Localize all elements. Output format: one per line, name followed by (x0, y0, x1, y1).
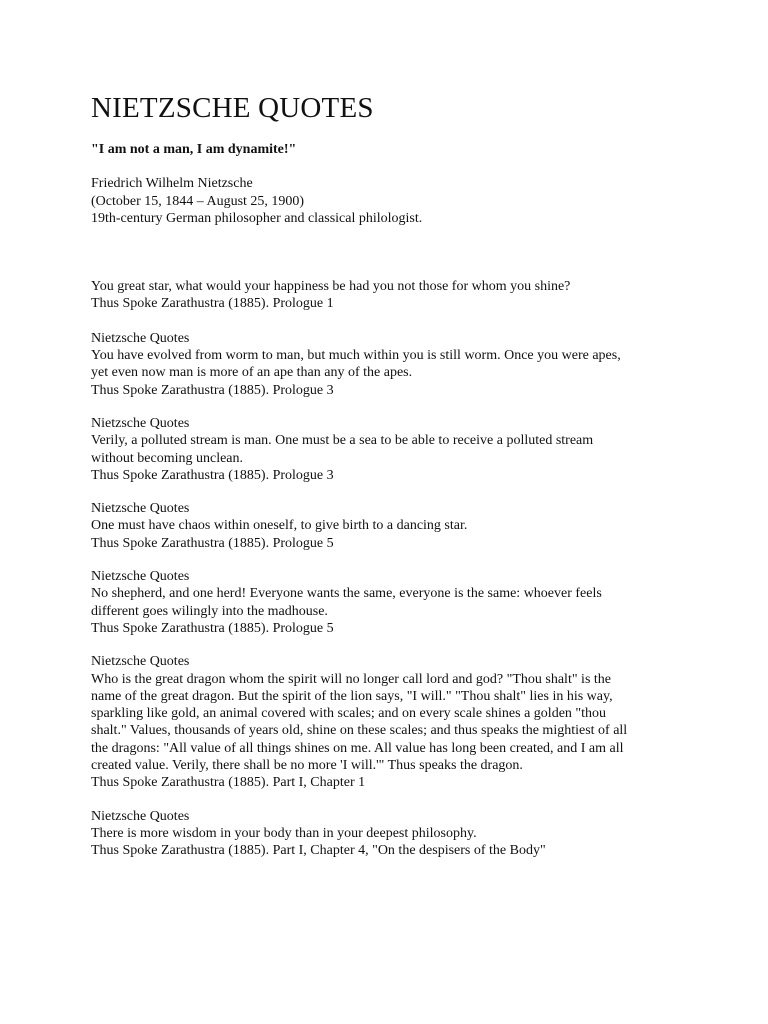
quote-header: Nietzsche Quotes (91, 501, 190, 517)
quote-text-line: You have evolved from worm to man, but much within you is still worm. Once you were apes, (91, 348, 621, 364)
quote-text-line: created value. Verily, there shall be no more 'I will.'" Thus speaks the dragon. (91, 758, 523, 774)
quote-text-line: Verily, a polluted stream is man. One must be a sea to be able to receive a polluted stream (91, 433, 594, 449)
quote-text-line: One must have chaos within oneself, to give birth to a dancing star. (91, 518, 468, 534)
quote-header: Nietzsche Quotes (91, 330, 190, 346)
quote-block (91, 568, 691, 637)
quote-header: Nietzsche Quotes (91, 415, 190, 431)
quote-text-line: yet even now man is more of an ape than any of the apes. (91, 365, 413, 381)
quote-text-line: without becoming unclean. (91, 450, 244, 466)
quote-text-line: There is more wisdom in your body than in your deepest philosophy. (91, 825, 477, 841)
quote-block (91, 278, 691, 313)
quote-text-line: Who is the great dragon whom the spirit will no longer call lord and god? "Thou shalt" is the (91, 671, 611, 687)
document-title: NIETZSCHE QUOTES (91, 92, 374, 124)
quote-header: Nietzsche Quotes (91, 808, 190, 824)
author-info (91, 175, 691, 227)
document-page (91, 91, 691, 876)
quote-source: Thus Spoke Zarathustra (1885). Prologue 3 (91, 467, 334, 483)
quote-header: Nietzsche Quotes (91, 654, 190, 670)
quote-text-line: You great star, what would your happiness be had you not those for whom you shine? (91, 279, 571, 295)
quote-source: Thus Spoke Zarathustra (1885). Part I, Chapter 1 (91, 775, 366, 791)
quote-text-line: name of the great dragon. But the spirit of the lion says, "I will." "Thou shalt" lies in his way, (91, 688, 613, 704)
quote-source: Thus Spoke Zarathustra (1885). Prologue 3 (91, 382, 334, 398)
quote-source: Thus Spoke Zarathustra (1885). Prologue 5 (91, 620, 334, 636)
quote-source: Thus Spoke Zarathustra (1885). Prologue 5 (91, 535, 334, 551)
quote-text-line: the dragons: "All value of all things shines on me. All value has long been created, and I am all (91, 740, 624, 756)
quote-block (91, 500, 691, 552)
quote-block (91, 653, 691, 791)
quote-header: Nietzsche Quotes (91, 569, 190, 585)
quote-source: Thus Spoke Zarathustra (1885). Part I, Chapter 4, "On the despisers of the Body" (91, 843, 546, 859)
quote-block (91, 330, 691, 399)
author-dates: (October 15, 1844 – August 25, 1900) (91, 193, 305, 209)
motto-quote: "I am not a man, I am dynamite!" (91, 142, 297, 157)
quote-block (91, 415, 691, 484)
quotes-list (91, 278, 691, 859)
quote-text-line: No shepherd, and one herd! Everyone wants the same, everyone is the same: whoever feels (91, 586, 602, 602)
author-name: Friedrich Wilhelm Nietzsche (91, 176, 253, 192)
quote-block (91, 808, 691, 860)
quote-text-line: sparkling like gold, an animal covered with scales; and on every scale shines a golden "thou (91, 706, 607, 722)
quote-text-line: shalt." Values, thousands of years old, shine on these scales; and thus speaks the mightiest of all (91, 723, 628, 739)
author-description: 19th-century German philosopher and classical philologist. (91, 210, 423, 226)
quote-source: Thus Spoke Zarathustra (1885). Prologue 1 (91, 296, 334, 312)
quote-text-line: different goes wilingly into the madhouse. (91, 603, 328, 619)
